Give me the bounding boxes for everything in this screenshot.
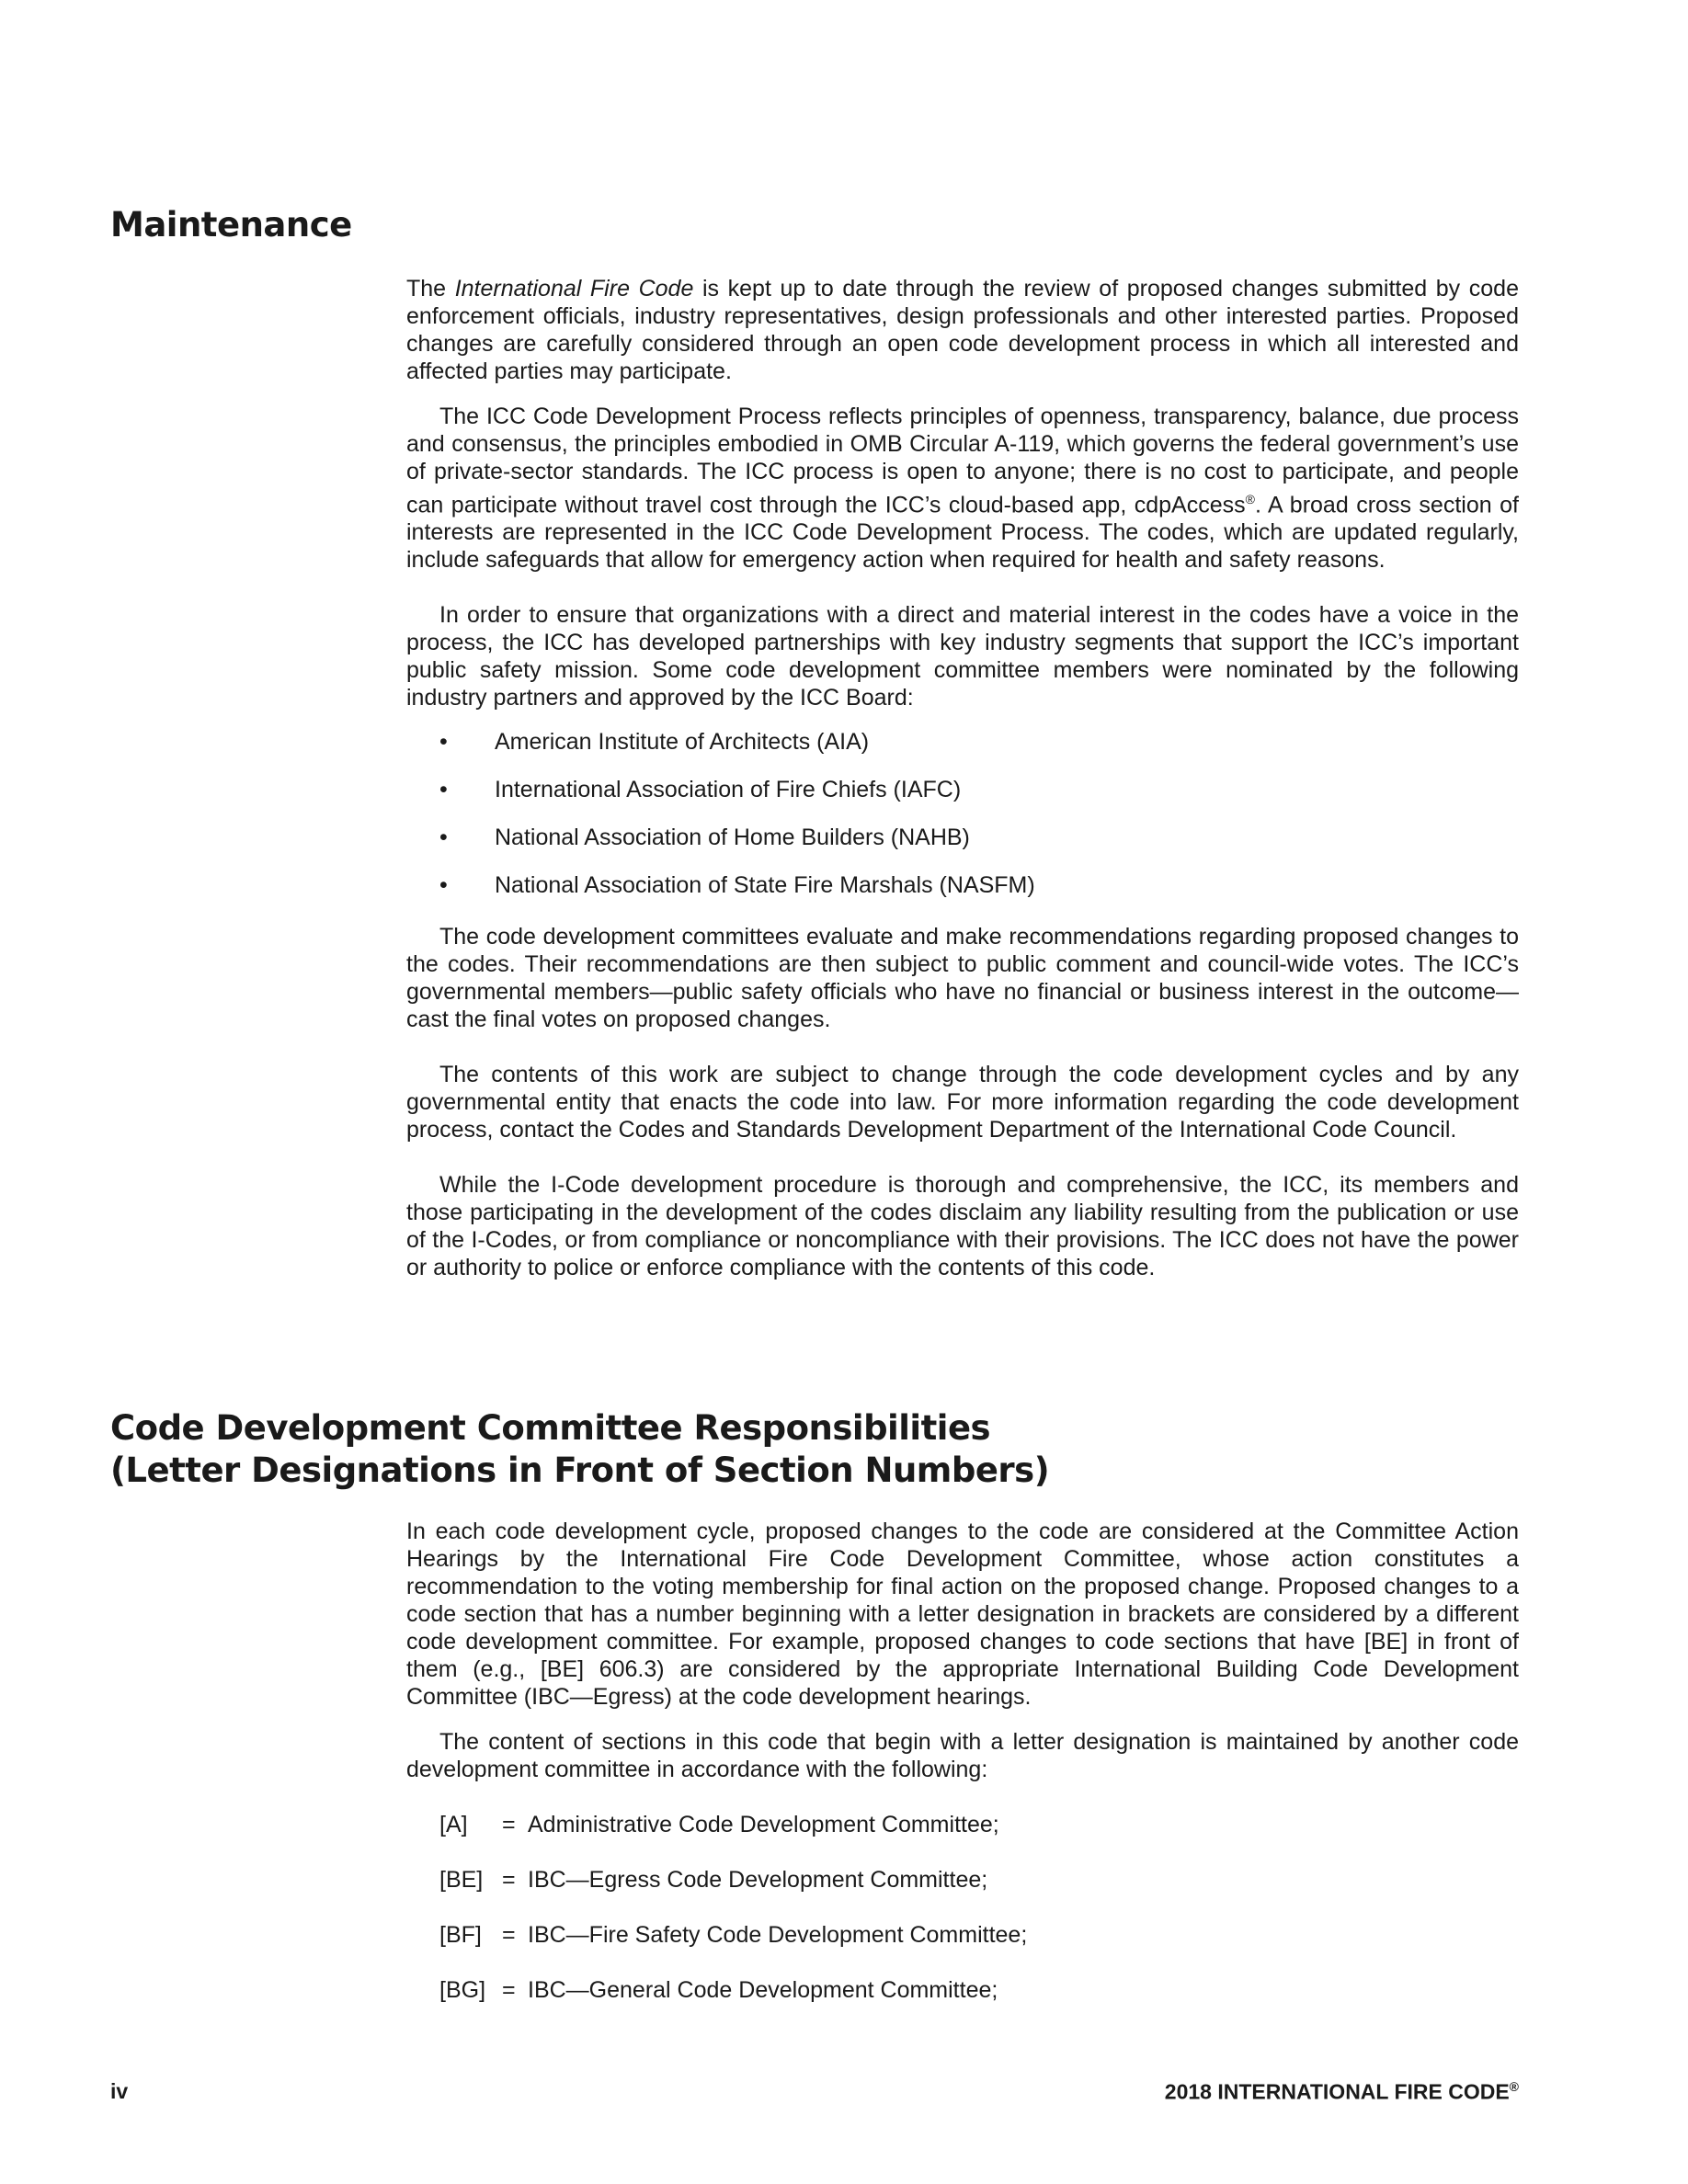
bullet-icon: • (439, 729, 448, 756)
maintenance-paragraph-4: The code development committees evaluate and make recommendations regarding proposed changes to the codes. Their recommendations are then subject to public comment and council-wide votes. The ICC’s governmental members—public safety officials who have no financial or business interest in the outcome—cast the final votes on proposed changes. (406, 924, 1519, 1033)
designation-code: [A] (439, 1812, 468, 1837)
maintenance-paragraph-3: In order to ensure that organizations with a direct and material interest in the codes have a voice in the process, the ICC has developed partnerships with key industry segments that support the ICC’s important public safety mission. Some code development committee members were nominated by the following industry partners and approved by the ICC Board: (406, 602, 1519, 711)
maintenance-paragraph-2 (406, 403, 1519, 574)
committee-paragraph-2: The content of sections in this code that begin with a letter designation is maintained by another code development committee in accordance with the following: (406, 1729, 1519, 1782)
list-item (406, 719, 1519, 767)
committee-name: IBC—General Code Development Committee; (528, 1977, 998, 2003)
para1-rest: is kept up to date through the review of proposed changes submitted by code enforcement officials, industry representatives, design professionals and other interested parties. Proposed changes are carefully considered through an open code development process in which all interested and affected parties may participate. (406, 276, 1519, 384)
committee-name: Administrative Code Development Committee; (528, 1812, 999, 1837)
designation-code: [BG] (439, 1977, 486, 2003)
maintenance-paragraph-1 (406, 275, 1519, 385)
designation-list (406, 1796, 1519, 2017)
equals-sign: = (502, 1977, 516, 2003)
list-item (406, 767, 1519, 814)
partner-list (406, 719, 1519, 910)
running-footer-title (1165, 2079, 1519, 2105)
equals-sign: = (502, 1867, 516, 1893)
page-number: iv (110, 2079, 129, 2103)
list-item (406, 814, 1519, 862)
para1-prefix: The (406, 276, 455, 301)
committee-section (406, 1518, 1519, 2017)
committee-name: IBC—Egress Code Development Committee; (528, 1867, 988, 1893)
partner-name: American Institute of Architects (AIA) (495, 729, 870, 756)
para2-text-after: . A broad cross section of interests are represented in the ICC Code Development Process. The codes, which are updated regularly, include safeguards that allow for emergency action when required for health and safety reasons. (406, 492, 1519, 574)
book-title: 2018 INTERNATIONAL FIRE CODE (1164, 2079, 1510, 2104)
maintenance-paragraph-5: The contents of this work are subject to change through the code development cycles and by any governmental entity that enacts the code into law. For more information regarding the code development process, contact the Codes and Standards Development Department of the International Code Council. (406, 1062, 1519, 1143)
committee-heading-line-1: Code Development Committee Responsibilities (110, 1408, 991, 1448)
maintenance-paragraph-6: While the I-Code development procedure is thorough and comprehensive, the ICC, its members and those participating in the development of the codes disclaim any liability resulting from the publication or use of the I-Codes, or from compliance or noncompliance with their provisions. The ICC does not have the power or authority to police or enforce compliance with the contents of this code. (406, 1172, 1519, 1281)
para2-text-before: The ICC Code Development Process reflects principles of openness, transparency, balance, due process and consensus, the principles embodied in OMB Circular A-119, which governs the federal government’s use of private-sector standards. The ICC process is open to anyone; there is no cost to participate, and people can participate without travel cost through the ICC’s cloud-based app, cdpAccess (406, 404, 1519, 518)
bullet-icon: • (439, 777, 448, 803)
partner-name: International Association of Fire Chiefs (IAFC) (495, 777, 962, 803)
registered-mark: ® (1509, 2079, 1519, 2094)
committee-name: IBC—Fire Safety Code Development Committee; (528, 1922, 1028, 1948)
equals-sign: = (502, 1812, 516, 1837)
partner-name: National Association of State Fire Marshals (NASFM) (495, 872, 1035, 899)
list-item (406, 862, 1519, 910)
bullet-icon: • (439, 872, 448, 899)
designation-code: [BF] (439, 1922, 482, 1948)
list-item (406, 1851, 1519, 1906)
bullet-icon: • (439, 825, 448, 851)
maintenance-section (406, 275, 1519, 1281)
partner-name: National Association of Home Builders (NAHB) (495, 825, 970, 851)
list-item (406, 1796, 1519, 1851)
list-item (406, 1906, 1519, 1962)
committee-heading-line-2: (Letter Designations in Front of Section Numbers) (110, 1450, 1050, 1490)
committee-paragraph-1: In each code development cycle, proposed changes to the code are considered at the Committee Action Hearings by the International Fire Code Development Committee, whose action constitutes a recommendation to the voting membership for final action on the proposed change. Proposed changes to a code section that has a number beginning with a letter designation in brackets are considered by a different code development committee. For example, proposed changes to code sections that have [BE] in front of them (e.g., [BE] 606.3) are considered by the appropriate International Building Code Development Committee (IBC—Egress) at the code development hearings. (406, 1519, 1519, 1710)
list-item (406, 1962, 1519, 2017)
code-title-italic: International Fire Code (454, 276, 694, 301)
designation-code: [BE] (439, 1867, 484, 1893)
registered-mark: ® (1245, 492, 1255, 506)
equals-sign: = (502, 1922, 516, 1948)
maintenance-heading: Maintenance (110, 205, 352, 245)
